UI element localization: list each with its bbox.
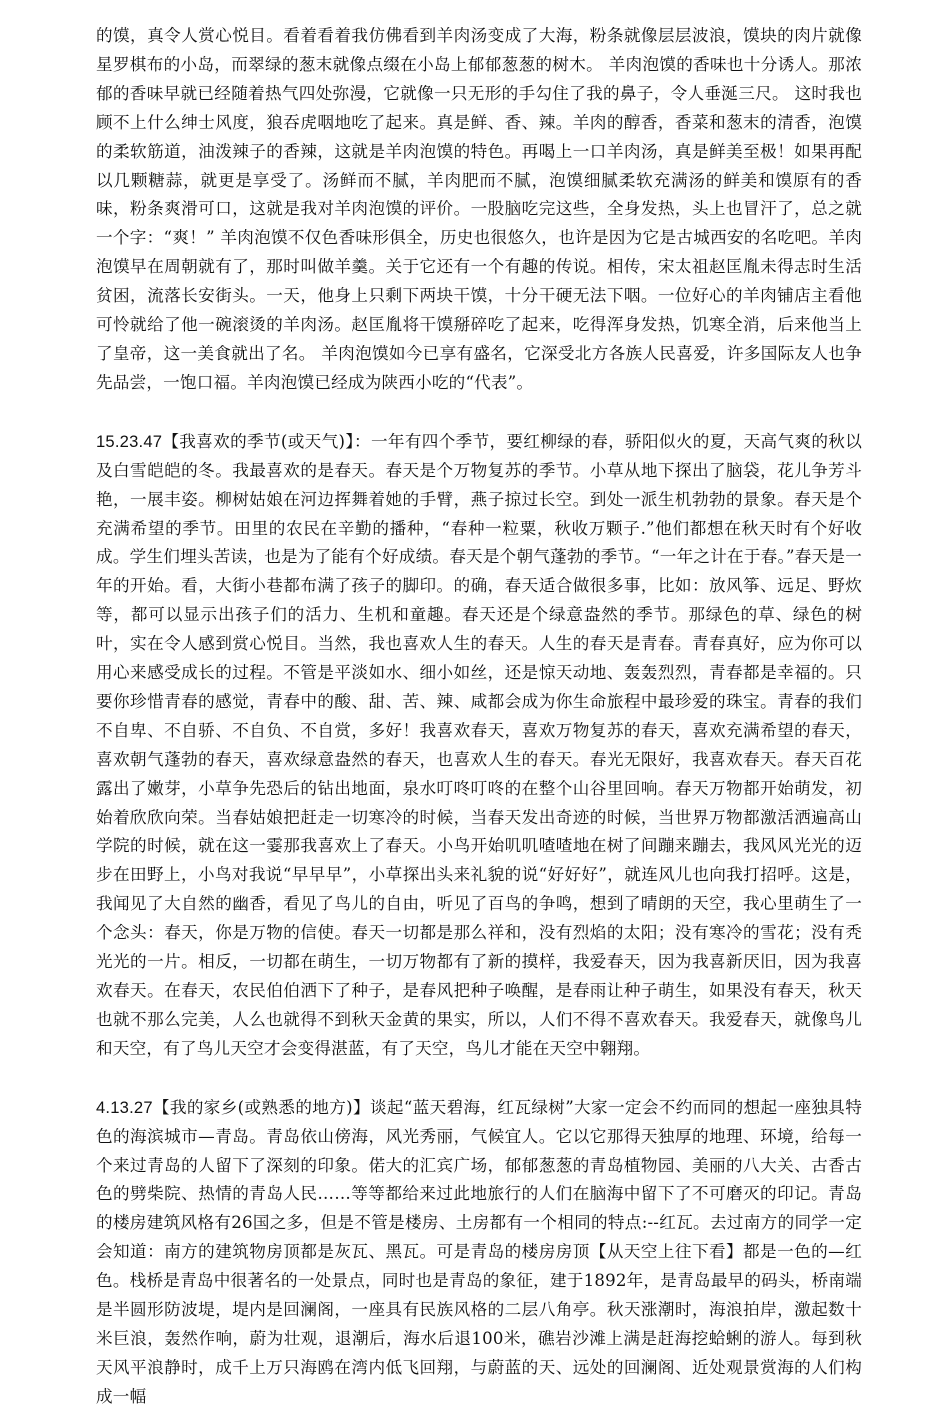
essay-number: 15.23.47 (96, 431, 163, 451)
essay-title: 【我的家乡(或熟悉的地方)】 (152, 1097, 370, 1117)
document-page (96, 22, 862, 1412)
essay-hometown (96, 1094, 862, 1412)
essay-continuation (96, 22, 862, 398)
essay-body: 的馍，真令人赏心悦目。看着看着我仿佛看到羊肉汤变成了大海，粉条就像层层波浪，馍块的肉片就像星罗棋布的小岛，而翠绿的葱末就像点缀在小岛上郁郁葱葱的树木。 羊肉泡馍的香味也十分诱人。那浓郁的香味早就已经随着热气四处弥漫，它就像一只无形的手勾住了我的鼻子，令人垂涎三尺。 这时我也顾不上什么绅士风度，狼吞虎咽地吃了起来。真是鲜、香、辣。羊肉的醇香，香菜和葱末的清香，泡馍的柔软筋道，油泼辣子的香辣，这就是羊肉泡馍的特色。再喝上一口羊肉汤，真是鲜美至极！如果再配以几颗糖蒜，就更是享受了。汤鲜而不腻，羊肉肥而不腻，泡馍细腻柔软充满汤的鲜美和馍原有的香味，粉条爽滑可口，这就是我对羊肉泡馍的评价。一股脑吃完这些，全身发热，头上也冒汗了，总之就一个字：“爽！” 羊肉泡馍不仅色香味形俱全，历史也很悠久，也许是因为它是古城西安的名吃吧。羊肉泡馍早在周朝就有了，那时叫做羊羹。关于它还有一个有趣的传说。相传，宋太祖赵匡胤未得志时生活贫困，流落长安街头。一天，他身上只剩下两块干馍，十分干硬无法下咽。一位好心的羊肉铺店主看他可怜就给了他一碗滚烫的羊肉汤。赵匡胤将干馍掰碎吃了起来，吃得浑身发热，饥寒全消，后来他当上了皇帝，这一美食就出了名。 羊肉泡馍如今已享有盛名，它深受北方各族人民喜爱，许多国际友人也争先品尝，一饱口福。羊肉泡馍已经成为陕西小吃的“代表”。 (96, 26, 862, 392)
section-gap (96, 1064, 862, 1094)
essay-number: 4.13.27 (96, 1097, 153, 1117)
essay-body: ：一年有四个季节，要红柳绿的春，骄阳似火的夏，天高气爽的秋以及白雪皑皑的冬。我最喜欢的是春天。春天是个万物复苏的季节。小草从地下探出了脑袋，花儿争芳斗艳，一展丰姿。柳树姑娘在河边挥舞着她的手臂，燕子掠过长空。到处一派生机勃勃的景象。春天是个充满希望的季节。田里的农民在辛勤的播种，“春种一粒粟，秋收万颗子.”他们都想在秋天时有个好收成。学生们埋头苦读，也是为了能有个好成绩。春天是个朝气蓬勃的季节。“一年之计在于春。”春天是一年的开始。看，大街小巷都布满了孩子的脚印。的确，春天适合做很多事，比如：放风筝、远足、野炊等，都可以显示出孩子们的活力、生机和童趣。春天还是个绿意盎然的季节。那绿色的草、绿色的树叶，实在令人感到赏心悦目。当然，我也喜欢人生的春天。人生的春天是青春。青春真好，应为你可以用心来感受成长的过程。不管是平淡如水、细小如丝，还是惊天动地、轰轰烈烈，青春都是幸福的。只要你珍惜青春的感觉，青春中的酸、甜、苦、辣、咸都会成为你生命旅程中最珍爱的珠宝。青春的我们不自卑、不自骄、不自负、不自赏，多好！我喜欢春天，喜欢万物复苏的春天，喜欢充满希望的春天，喜欢朝气蓬勃的春天，喜欢绿意盎然的春天，也喜欢人生的春天。春光无限好，我喜欢春天。春天百花露出了嫩芽，小草争先恐后的钻出地面，泉水叮咚叮咚的在整个山谷里回响。春天万物都开始萌发，初始着欣欣向荣。当春姑娘把赶走一切寒冷的时候，当春天发出奇迹的时候，当世界万物都激活洒遍高山学院的时候，就在这一霎那我喜欢上了春天。小鸟开始叽叽喳喳地在树了间蹦来蹦去，我风风光光的迈步在田野上，小鸟对我说“早早早”，小草探出头来礼貌的说“好好好”，就连风儿也向我打招呼。这是，我闻见了大自然的幽香，看见了鸟儿的自由，听见了百鸟的争鸣，想到了晴朗的天空，我心里萌生了一个念头：春天，你是万物的信使。春天一切都是那么祥和，没有烈焰的太阳；没有寒冷的雪花；没有秃光光的一片。相反，一切都在萌生，一切万物都有了新的摸样，我爱春天，因为我喜新厌旧，因为我喜欢春天。在春天，农民伯伯洒下了种子，是春风把种子唤醒，是春雨让种子萌生，如果没有春天，秋天也就不那么完美，人么也就得不到秋天金黄的果实，所以，人们不得不喜欢春天。我爱春天，就像鸟儿和天空，有了鸟儿天空才会变得湛蓝，有了天空，鸟儿才能在天空中翱翔。 (96, 431, 863, 1058)
essay-favorite-season (96, 428, 862, 1064)
essay-body: 谈起“蓝天碧海，红瓦绿树”大家一定会不约而同的想起一座独具特色的海滨城市—青岛。青岛依山傍海，风光秀丽，气候宜人。它以它那得天独厚的地理、环境，给每一个来过青岛的人留下了深刻的印象。偌大的汇宾广场，郁郁葱葱的青岛植物园、美丽的八大关、古香古色的劈柴院、热情的青岛人民……等等都给来过此地旅行的人们在脑海中留下了不可磨灭的印记。青岛的楼房建筑风格有26国之多，但是不管是楼房、土房都有一个相同的特点:--红瓦。去过南方的同学一定会知道：南方的建筑物房顶都是灰瓦、黑瓦。可是青岛的楼房房顶【从天空上往下看】都是一色的—红色。栈桥是青岛中很著名的一处景点，同时也是青岛的象征，建于1892年，是青岛最早的码头，桥南端是半圆形防波堤，堤内是回澜阁，一座具有民族风格的二层八角亭。秋天涨潮时，海浪拍岸，激起数十米巨浪，轰然作响，蔚为壮观，退潮后，海水后退100米，礁岩沙滩上满是赶海挖蛤蜊的游人。每到秋天风平浪静时，成千上万只海鸥在湾内低飞回翔，与蔚蓝的天、远处的回澜阁、近处观景赏海的人们构成一幅 (96, 1097, 863, 1406)
essay-title: 【我喜欢的季节(或天气)】 (162, 431, 355, 451)
section-gap (96, 398, 862, 428)
